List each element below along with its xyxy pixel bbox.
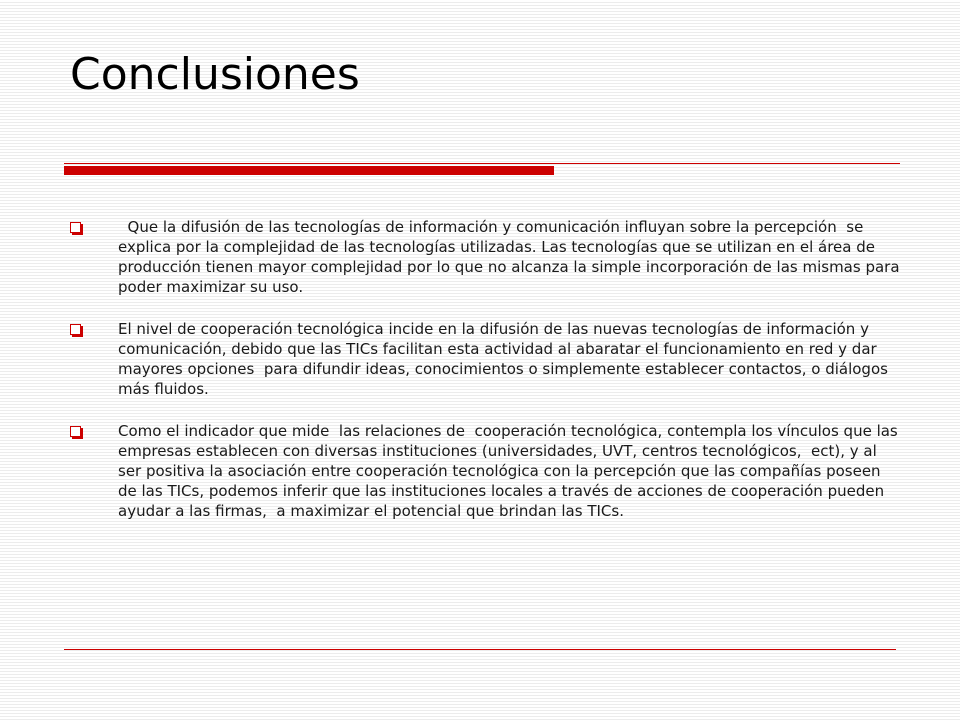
bullet-text-1: Que la difusión de las tecnologías de información y comunicación influyan sobre la percepción se explica por la complejidad de las tecnologías utilizadas. Las tecnologías que se utilizan en el área de producción tienen mayor complejidad por lo que no alcanza la simple incorporación de las mismas para poder maximizar su uso.	[118, 218, 905, 296]
bullet-item-3	[70, 421, 903, 521]
title-divider-thin	[64, 163, 900, 164]
bullet-text-3: Como el indicador que mide las relaciones de cooperación tecnológica, contempla los vínculos que las empresas establecen con diversas instituciones (universidades, UVT, centros tecnológicos, ect), y al ser positiva la asociación entre cooperación tecnológica con la percepción que las compañías poseen de las TICs, podemos inferir que las instituciones locales a través de acciones de cooperación pueden ayudar a las firmas, a maximizar el potencial que brindan las TICs.	[118, 422, 903, 520]
square-bullet-icon	[70, 222, 81, 233]
square-bullet-icon	[70, 426, 81, 437]
square-bullet-icon	[70, 324, 81, 335]
bullet-item-2	[70, 319, 900, 399]
conclusions-list	[70, 217, 905, 521]
slide-title: Conclusiones	[70, 49, 360, 100]
footer-divider	[64, 649, 896, 650]
title-divider-thick	[64, 166, 554, 175]
bullet-item-1	[70, 217, 905, 297]
bullet-text-2: El nivel de cooperación tecnológica incide en la difusión de las nuevas tecnologías de información y comunicación, debido que las TICs facilitan esta actividad al abaratar el funcionamiento en red y dar mayores opciones para difundir ideas, conocimientos o simplemente establecer contactos, o diálogos más fluidos.	[118, 320, 893, 398]
